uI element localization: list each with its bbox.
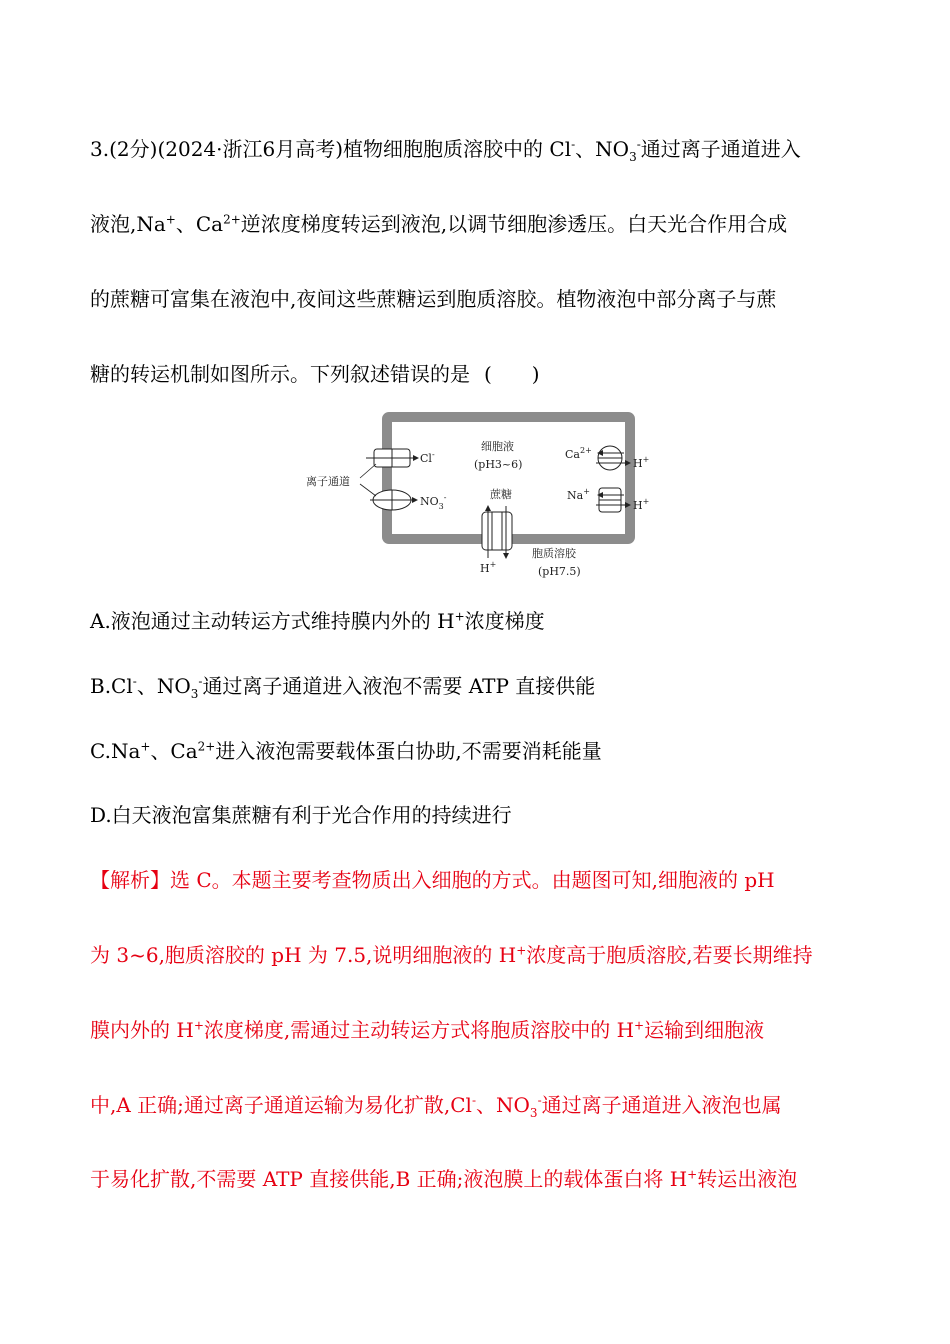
vacuole-sap-label: 细胞液	[481, 440, 514, 453]
analysis-line-3: 膜内外的 H+浓度梯度,需通过主动转运方式将胞质溶胶中的 H+运输到细胞液	[90, 1018, 765, 1042]
analysis-line-1: 【解析】选 C。本题主要考查物质出入细胞的方式。由题图可知,细胞液的 pH	[90, 868, 775, 892]
na-label: Na+	[567, 487, 590, 502]
sucrose-h-antiporter	[482, 506, 512, 558]
sucrose-label: 蔗糖	[490, 488, 512, 501]
answer-blank: ( )	[484, 362, 540, 386]
option-d: D.白天液泡富集蔗糖有利于光合作用的持续进行	[90, 803, 512, 827]
analysis-line-4: 中,A 正确;通过离子通道运输为易化扩散,Cl-、$NO_3^-$通过离子通道进入液泡也属	[90, 1093, 782, 1120]
vacuole-transport-diagram	[300, 412, 660, 584]
analysis-line-5: 于易化扩散,不需要 ATP 直接供能,B 正确;液泡膜上的载体蛋白将 H+转运出液泡	[90, 1167, 798, 1191]
ion-channel-pointer-2	[360, 484, 376, 496]
no3-channel	[370, 490, 417, 510]
h-label-bottom: H+	[480, 560, 497, 575]
question-source: (2024·浙江6月高考)	[157, 137, 344, 161]
cl-label: Cl-	[420, 450, 435, 465]
question-line-1: 3.(2分)(2024·浙江6月高考)植物细胞胞质溶胶中的 Cl-、$NO_3^-$通过离子通道进入	[90, 137, 801, 164]
question-line-3: 的蔗糖可富集在液泡中,夜间这些蔗糖运到胞质溶胶。植物液泡中部分离子与蔗	[90, 287, 777, 311]
option-a: A.液泡通过主动转运方式维持膜内外的 H+浓度梯度	[90, 609, 545, 633]
question-line-4: 糖的转运机制如图所示。下列叙述错误的是 ( )	[90, 362, 540, 386]
h-label-na: H+	[633, 497, 650, 512]
ca-label: $Ca^{2+}$	[565, 446, 592, 461]
cytosol-label: 胞质溶胶	[532, 547, 576, 560]
analysis-line-2: 为 3~6,胞质溶胶的 pH 为 7.5,说明细胞液的 H+浓度高于胞质溶胶,若要长期维持	[90, 943, 813, 967]
question-score: (2分)	[109, 137, 158, 161]
na-h-antiporter	[596, 488, 630, 512]
cytosol-ph-label: (pH7.5)	[538, 565, 581, 578]
option-c: C.Na+、$Ca^{2+}$进入液泡需要载体蛋白协助,不需要消耗能量	[90, 739, 602, 763]
vacuole-ph-label: (pH3~6)	[474, 458, 523, 471]
ca-h-antiporter	[596, 446, 630, 470]
ion-channel-label: 离子通道	[306, 475, 350, 488]
cl-channel	[366, 449, 418, 467]
option-b: B.Cl-、$NO_3^-$通过离子通道进入液泡不需要 ATP 直接供能	[90, 674, 596, 701]
no3-label: $NO_3^-$	[420, 493, 447, 511]
question-number: 3.	[90, 137, 110, 161]
ion-channel-pointer-1	[360, 464, 376, 478]
h-label-ca: H+	[633, 455, 650, 470]
question-line-2: 液泡,Na+、$Ca^{2+}$逆浓度梯度转运到液泡,以调节细胞渗透压。白天光合作用合成	[90, 212, 788, 236]
